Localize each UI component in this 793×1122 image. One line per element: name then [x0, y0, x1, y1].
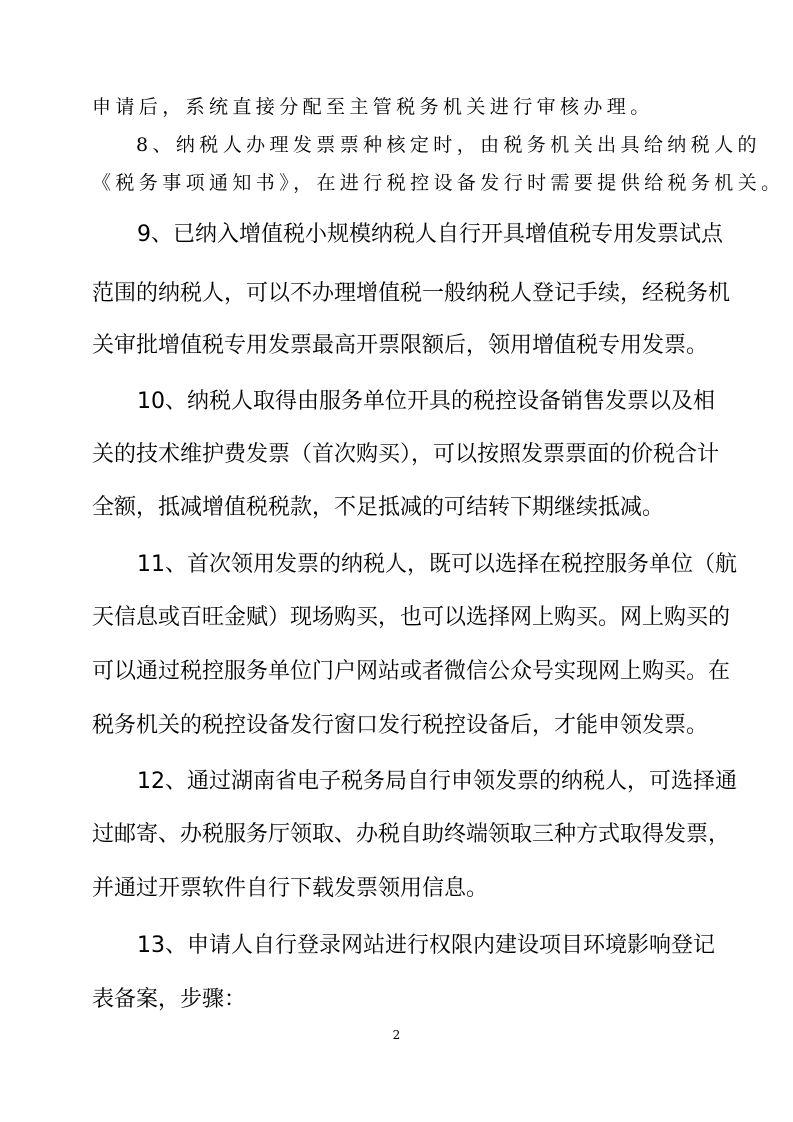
text-line: 全额，抵减增值税税款，不足抵减的可结转下期继续抵减。 [92, 495, 665, 520]
text-line: 10、纳税人取得由服务单位开具的税控设备销售发票以及相 [137, 389, 715, 414]
text-line: 并通过开票软件自行下载发票领用信息。 [92, 876, 489, 901]
page-number: 2 [392, 1028, 401, 1042]
text-line: 可以通过税控服务单位门户网站或者微信公众号实现网上购买。在 [92, 659, 731, 684]
text-line: 税务机关的税控设备发行窗口发行税控设备后，才能申领发票。 [92, 713, 709, 738]
text-line: 范围的纳税人，可以不办理增值税一般纳税人登记手续，经税务机 [92, 281, 731, 306]
text-line: 申请后，系统直接分配至主管税务机关进行审核办理。 [92, 96, 654, 118]
text-line: 13、申请人自行登录网站进行权限内建设项目环境影响登记 [137, 933, 715, 958]
text-line: 过邮寄、办税服务厅领取、办税自助终端领取三种方式取得发票， [92, 822, 731, 847]
text-line: 关审批增值税专用发票最高开票限额后，领用增值税专用发票。 [92, 333, 709, 358]
text-line: 12、通过湖南省电子税务局自行申领发票的纳税人，可选择通 [137, 769, 737, 794]
text-line: 11、首次领用发票的纳税人，既可以选择在税控服务单位（航 [137, 552, 737, 577]
text-line: 9、已纳入增值税小规模纳税人自行开具增值税专用发票试点 [137, 222, 723, 247]
text-line: 表备案，步骤： [92, 987, 247, 1012]
text-line: 关的技术维护费发票（首次购买），可以按照发票票面的价税合计 [92, 442, 720, 467]
text-line: 《税务事项通知书》，在进行税控设备发行时需要提供给税务机关。 [92, 172, 785, 194]
text-line: 天信息或百旺金赋）现场购买，也可以选择网上购买。网上购买的 [92, 605, 731, 630]
text-line: 8、纳税人办理发票票种核定时，由税务机关出具给纳税人的 [136, 134, 761, 156]
